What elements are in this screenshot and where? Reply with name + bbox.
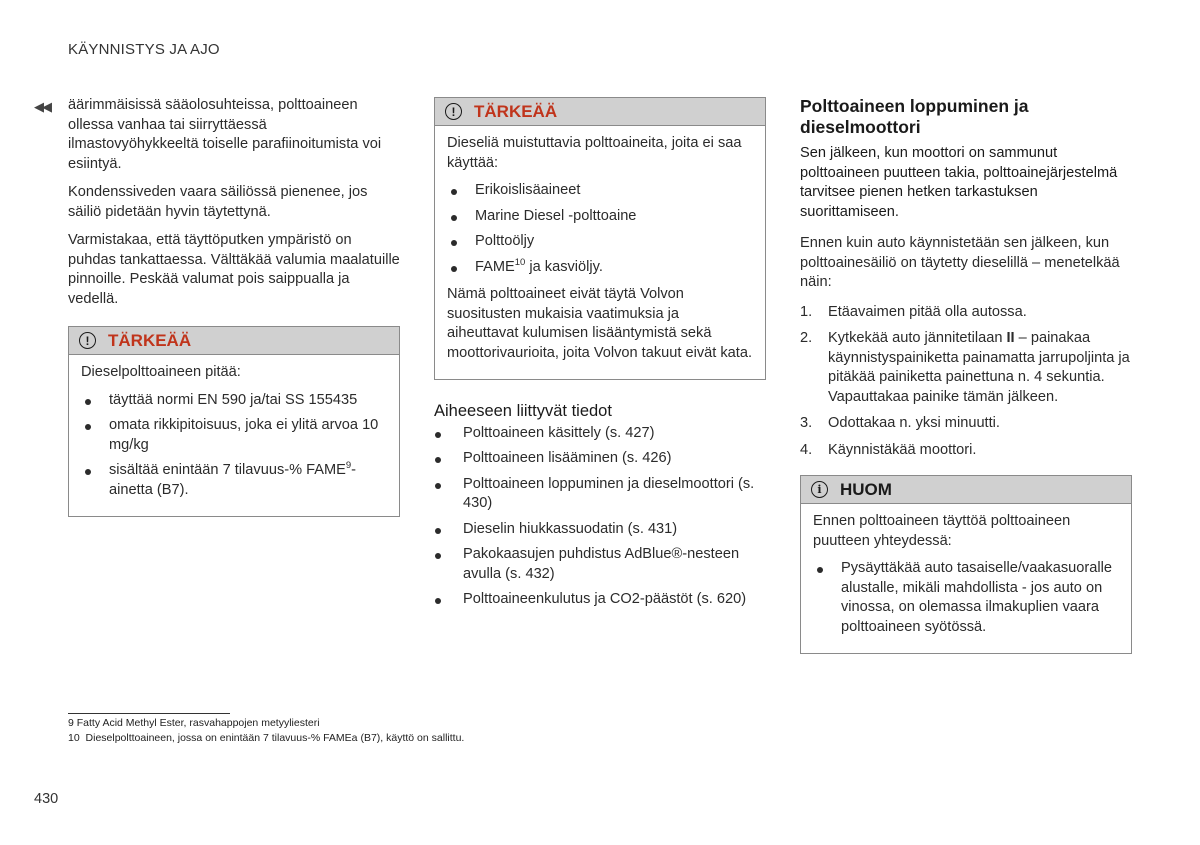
list-item-text-tail: -ainetta (B7). bbox=[109, 462, 357, 498]
related-links-list bbox=[434, 424, 766, 610]
list-item: Polttoöljy bbox=[447, 232, 753, 252]
section-header: KÄYNNISTYS JA AJO bbox=[68, 41, 220, 58]
continued-from-previous-page-icon: ◀◀ bbox=[34, 99, 50, 114]
step-item bbox=[800, 441, 1132, 461]
paragraph: Kondenssiveden vaara säiliössä pienenee, jos säiliö pidetään hyvin täytettynä. bbox=[68, 184, 368, 220]
step-number: 2. bbox=[800, 330, 813, 346]
step-number: 1. bbox=[800, 303, 813, 320]
footnote-number: 9 bbox=[68, 717, 74, 729]
related-link[interactable]: Polttoaineenkulutus ja CO2-päästöt (s. 620) bbox=[434, 590, 766, 610]
warning-box-header bbox=[435, 98, 765, 126]
page-number: 430 bbox=[34, 791, 59, 807]
step-text: Käynnistäkää moottori. bbox=[828, 441, 977, 458]
list-item: Erikoislisäaineet bbox=[447, 181, 753, 201]
steps-list bbox=[800, 303, 1132, 461]
footnote-text: Fatty Acid Methyl Ester, rasvahappojen metyyliesteri bbox=[76, 717, 320, 729]
column-2 bbox=[434, 96, 766, 618]
step-number: 3. bbox=[800, 415, 813, 431]
list-item: omata rikkipitoisuus, joka ei ylitä arvoa 10 mg/kg bbox=[81, 416, 387, 455]
info-icon: i bbox=[811, 481, 828, 498]
note-list bbox=[813, 559, 1119, 637]
warning-title: TÄRKEÄÄ bbox=[474, 101, 558, 121]
step-item bbox=[800, 303, 1132, 323]
warning-box-body bbox=[435, 126, 765, 379]
footnote bbox=[68, 717, 320, 730]
note-box-body bbox=[801, 504, 1131, 653]
warning-box bbox=[68, 326, 400, 517]
list-item-text: FAME bbox=[475, 258, 515, 275]
footnote-divider bbox=[68, 713, 230, 714]
step-item bbox=[800, 414, 1132, 434]
article-intro: Ennen kuin auto käynnistetään sen jälkeen, kun polttoainesäiliö on täytetty dieselillä – menetelkää näin: bbox=[800, 235, 1120, 290]
related-link[interactable]: Pakokaasujen puhdistus AdBlue®-nesteen avulla (s. 432) bbox=[434, 545, 766, 584]
warning-list bbox=[81, 391, 387, 501]
article-lead: Sen jälkeen, kun moottori on sammunut polttoaineen puutteen takia, polttoainejärjestelmä tarvitsee pienen hetken tarkastuksen suorittamiseen. bbox=[800, 145, 1118, 220]
footnote-number: 10 bbox=[68, 732, 80, 744]
note-box bbox=[800, 475, 1132, 654]
related-link[interactable]: Polttoaineen käsittely (s. 427) bbox=[434, 424, 766, 444]
footnote-text: Dieselpolttoaineen, jossa on enintään 7 tilavuus-% FAMEa (B7), käyttö on sallittu. bbox=[85, 732, 465, 744]
exclamation-icon: ! bbox=[79, 332, 96, 349]
step-text: Etäavaimen pitää olla autossa. bbox=[828, 303, 1027, 320]
warning-intro: Dieselpolttoaineen pitää: bbox=[81, 364, 241, 380]
list-item-text-tail: ja kasviöljy. bbox=[525, 258, 603, 275]
warning-box-header bbox=[69, 327, 399, 355]
step-text-bold: II bbox=[1006, 330, 1015, 346]
paragraph: äärimmäisissä sääolosuhteissa, polttoaineen ollessa vanhaa tai siirryttäessä ilmastovyöhykkeeltä toiselle parafiinoitumista voi esiintyä. bbox=[68, 97, 382, 172]
step-text: Kytkekää auto jännitetilaan bbox=[828, 330, 1007, 346]
related-heading: Aiheeseen liittyvät tiedot bbox=[434, 402, 612, 420]
related-link[interactable]: Dieselin hiukkassuodatin (s. 431) bbox=[434, 520, 766, 540]
list-item-text: sisältää enintään 7 tilavuus-% FAME bbox=[109, 462, 346, 478]
step-number: 4. bbox=[800, 441, 813, 458]
article-title: Polttoaineen loppuminen ja dieselmoottori bbox=[800, 96, 1029, 137]
column-1 bbox=[68, 96, 400, 517]
related-link[interactable]: Polttoaineen loppuminen ja dieselmoottori (s. 430) bbox=[434, 475, 766, 514]
step-text-tail: – painakaa käynnistyspainiketta painamatta jarrupoljinta ja pitäkää painiketta painettuna n. 4 sekuntia. Vapauttakaa painike tämän jälkeen. bbox=[828, 330, 1130, 405]
warning-intro: Dieseliä muistuttavia polttoaineita, joita ei saa käyttää: bbox=[447, 135, 742, 171]
footnote-ref: 10 bbox=[514, 256, 526, 268]
list-item bbox=[81, 461, 387, 500]
warning-box-body bbox=[69, 355, 399, 516]
warning-list bbox=[447, 181, 753, 277]
note-intro: Ennen polttoaineen täyttöä polttoaineen puutteen yhteydessä: bbox=[813, 513, 1071, 549]
note-title: HUOM bbox=[840, 479, 892, 499]
step-text: Odottakaa n. yksi minuutti. bbox=[828, 415, 1000, 431]
related-link[interactable]: Polttoaineen lisääminen (s. 426) bbox=[434, 449, 766, 469]
paragraph: Varmistakaa, että täyttöputken ympäristö on puhdas tankattaessa. Välttäkää valumia maalatuille pinnoille. Peskää valumat pois saippualla ja vedellä. bbox=[68, 232, 400, 307]
list-item: Marine Diesel -polttoaine bbox=[447, 207, 753, 227]
note-box-header bbox=[801, 476, 1131, 504]
list-item: täyttää normi EN 590 ja/tai SS 155435 bbox=[81, 391, 387, 411]
column-3 bbox=[800, 96, 1132, 654]
warning-box bbox=[434, 97, 766, 380]
list-item bbox=[447, 258, 753, 278]
footnote bbox=[68, 732, 464, 745]
warning-title: TÄRKEÄÄ bbox=[108, 330, 192, 350]
exclamation-icon: ! bbox=[445, 103, 462, 120]
step-item bbox=[800, 329, 1132, 407]
footnote-ref: 9 bbox=[345, 460, 352, 472]
warning-closing: Nämä polttoaineet eivät täytä Volvon suositusten mukaisia vaatimuksia ja aiheuttavat kulumisen lisääntymistä sekä moottorivaurioita, joita Volvon takuut eivät kata. bbox=[447, 286, 753, 361]
list-item: Pysäyttäkää auto tasaiselle/vaakasuoralle alustalle, mikäli mahdollista - jos auto on vinossa, on olemassa ilmakuplien vaara polttoaineen syötössä. bbox=[813, 559, 1119, 637]
